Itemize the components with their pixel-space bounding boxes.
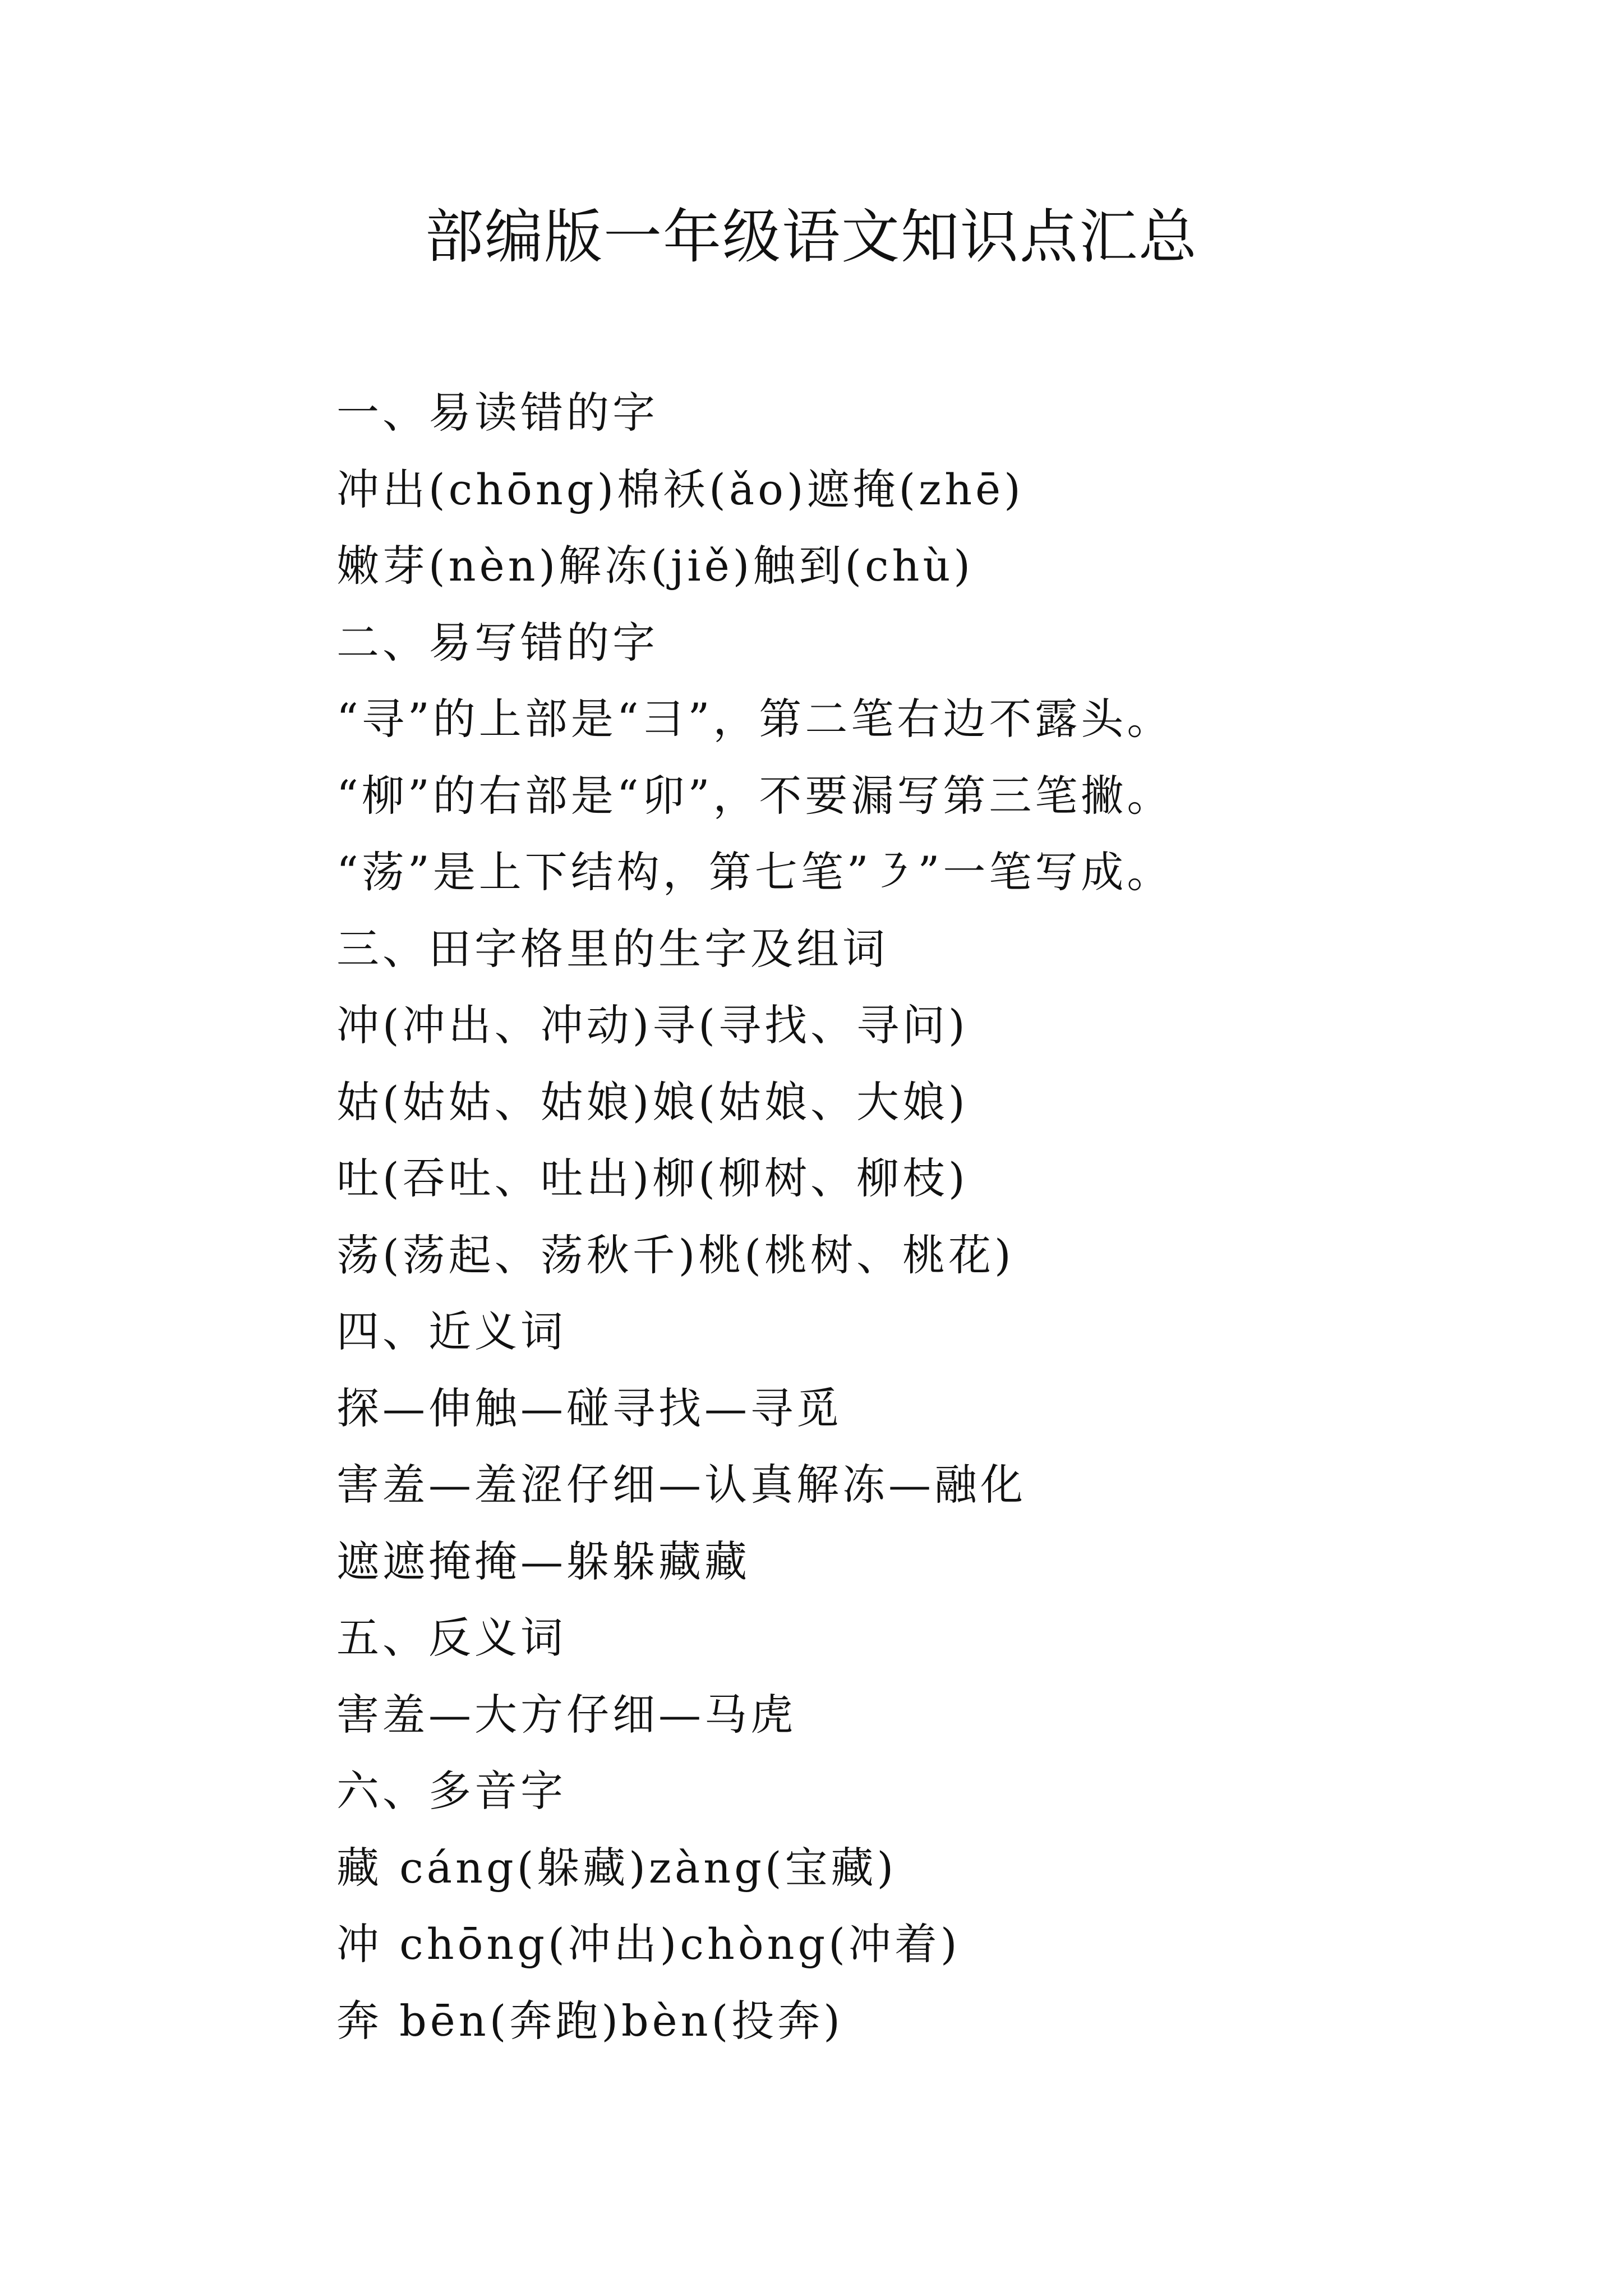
- text-line: “荡”是上下结构，第七笔”㇋”一笔写成。: [336, 847, 1173, 897]
- text-line: 冲出(chōng)棉袄(ǎo)遮掩(zhē): [336, 464, 1024, 514]
- section-heading: 二、易写错的字: [336, 617, 658, 668]
- text-line: 冲(冲出、冲动)寻(寻找、寻问): [336, 1000, 969, 1050]
- text-line: 冲 chōng(冲出)chòng(冲着): [336, 1919, 961, 1969]
- text-line: 奔 bēn(奔跑)bèn(投奔): [336, 1995, 843, 2046]
- text-line: “柳”的右部是“卯”，不要漏写第三笔撇。: [336, 770, 1173, 821]
- text-line: 害羞—羞涩仔细—认真解冻—融化: [336, 1460, 1026, 1510]
- section-heading: 五、反义词: [336, 1613, 566, 1663]
- text-line: 吐(吞吐、吐出)柳(柳树、柳枝): [336, 1153, 969, 1203]
- section-heading: 三、田字格里的生字及组词: [336, 923, 888, 974]
- text-line: 嫩芽(nèn)解冻(jiě)触到(chù): [336, 541, 974, 591]
- document-body: [336, 375, 1514, 2059]
- text-line: 姑(姑姑、姑娘)娘(姑娘、大娘): [336, 1076, 969, 1127]
- text-line: 藏 cáng(躲藏)zàng(宝藏): [336, 1842, 897, 1893]
- section-heading: 六、多音字: [336, 1766, 566, 1816]
- page-title: 部编版一年级语文知识点汇总: [425, 203, 1198, 271]
- text-line: 遮遮掩掩—躲躲藏藏: [336, 1536, 750, 1586]
- section-heading: 四、近义词: [336, 1306, 566, 1356]
- text-line: 害羞—大方仔细—马虎: [336, 1689, 796, 1740]
- text-line: “寻”的上部是“彐”，第二笔右边不露头。: [336, 694, 1173, 744]
- section-heading: 一、易读错的字: [336, 388, 658, 438]
- text-line: 探—伸触—碰寻找—寻觅: [336, 1383, 842, 1433]
- text-line: 荡(荡起、荡秋千)桃(桃树、桃花): [336, 1230, 1015, 1280]
